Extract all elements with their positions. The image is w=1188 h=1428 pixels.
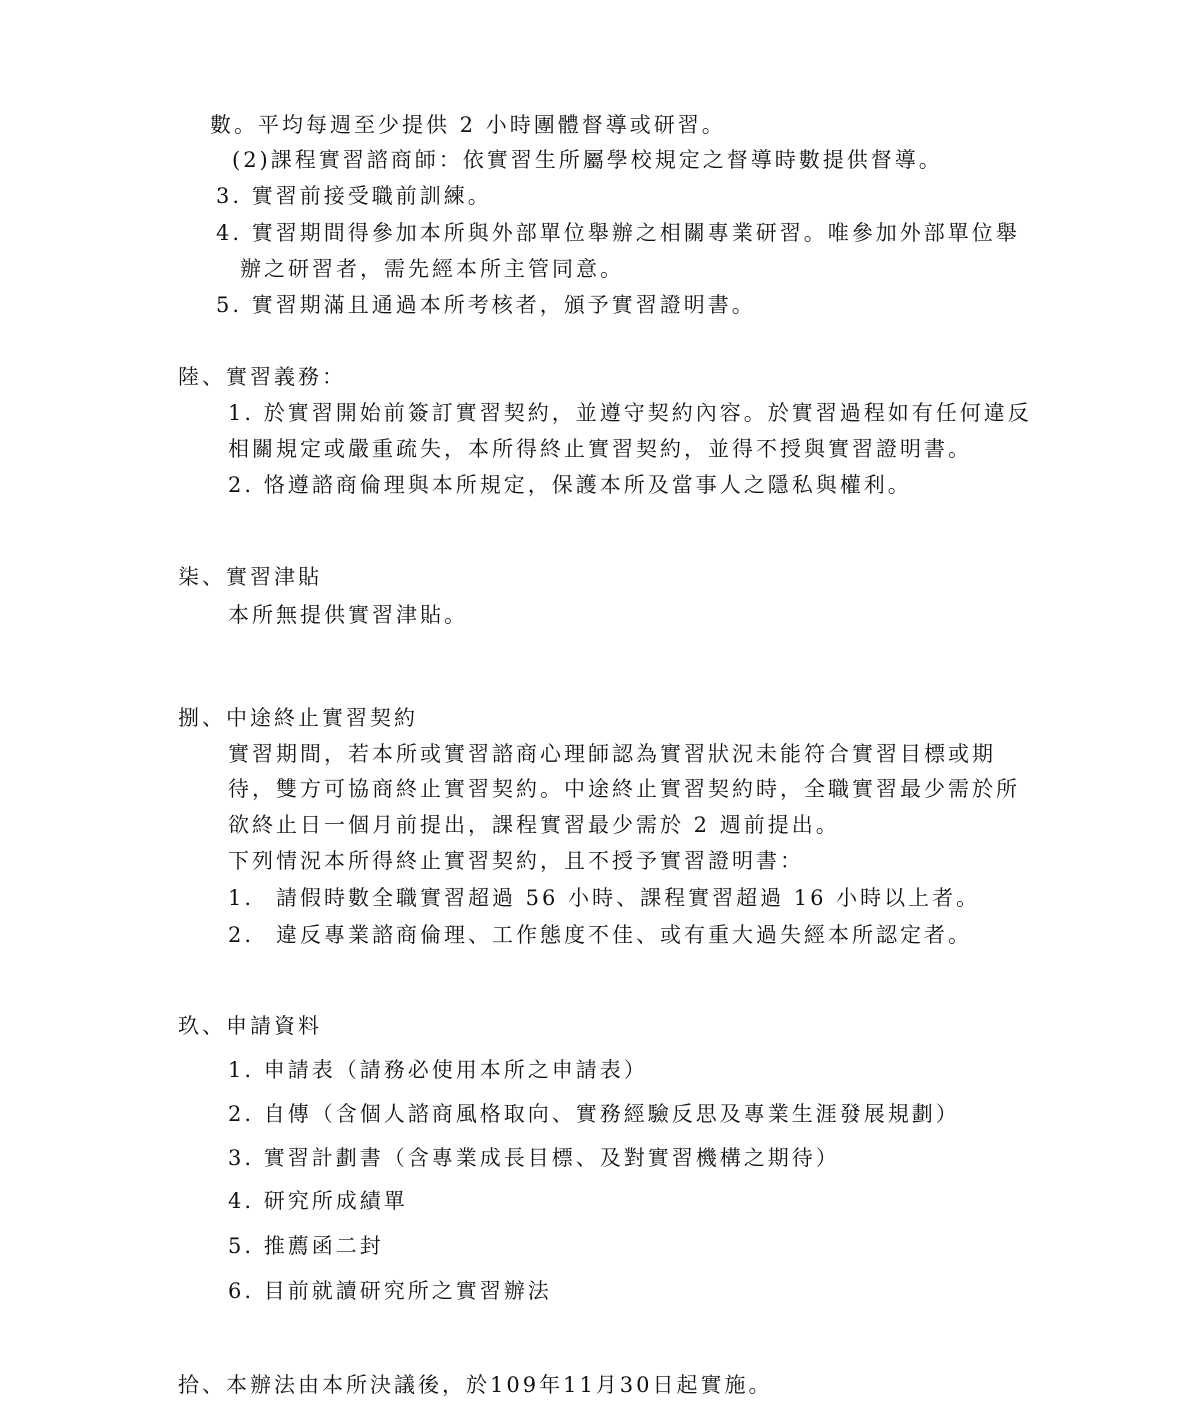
sec9-item-5: 5. 推薦函二封	[228, 1234, 384, 1258]
list-text: 違反專業諮商倫理、工作態度不佳、或有重大過失經本所認定者。	[276, 923, 972, 947]
sec8-para1-line2: 待，雙方可協商終止實習契約。中途終止實習契約時，全職實習最少需於所	[228, 777, 1020, 801]
sec8-para1-line3: 欲終止日一個月前提出，課程實習最少需於 2 週前提出。	[228, 813, 840, 837]
sec7-heading: 柒、實習津貼	[178, 565, 322, 589]
sec5-item3: 3. 實習前接受職前訓練。	[216, 184, 492, 208]
sec6-item1-line1: 1. 於實習開始前簽訂實習契約，並遵守契約內容。於實習過程如有任何違反	[228, 401, 1032, 425]
sec7-body: 本所無提供實習津貼。	[228, 603, 468, 627]
list-text: 請假時數全職實習超過 56 小時、課程實習超過 16 小時以上者。	[276, 886, 981, 910]
sec6-heading: 陸、實習義務：	[178, 365, 346, 389]
sec9-item-4: 4. 研究所成績單	[228, 1189, 408, 1213]
sec9-item-1: 1. 申請表（請務必使用本所之申請表）	[228, 1058, 648, 1082]
sec8-para1-line1: 實習期間，若本所或實習諮商心理師認為實習狀況未能符合實習目標或期	[228, 742, 996, 766]
sec6-item2: 2. 恪遵諮商倫理與本所規定，保護本所及當事人之隱私與權利。	[228, 473, 912, 497]
sec10-text: 拾、本辦法由本所決議後，於109年11月30日起實施。	[178, 1373, 773, 1397]
list-number: 2.	[228, 923, 255, 947]
sec5-item4-line2: 辦之研習者，需先經本所主管同意。	[240, 257, 624, 281]
sec9-item-6: 6. 目前就讀研究所之實習辦法	[228, 1279, 552, 1303]
sec5-line2: (2)課程實習諮商師：依實習生所屬學校規定之督導時數提供督導。	[232, 148, 943, 172]
sec8-heading: 捌、中途終止實習契約	[178, 706, 418, 730]
sec8-list-item-1	[228, 884, 980, 912]
sec9-item-3: 3. 實習計劃書（含專業成長目標、及對實習機構之期待）	[228, 1146, 840, 1170]
list-number: 1.	[228, 886, 255, 910]
sec9-heading: 玖、申請資料	[178, 1014, 322, 1038]
sec5-line1: 數。平均每週至少提供 2 小時團體督導或研習。	[210, 113, 726, 137]
sec8-para2: 下列情況本所得終止實習契約，且不授予實習證明書：	[228, 849, 804, 873]
sec8-list-item-2	[228, 921, 972, 949]
sec9-item-2: 2. 自傳（含個人諮商風格取向、實務經驗反思及專業生涯發展規劃）	[228, 1102, 960, 1126]
sec6-item1-line2: 相關規定或嚴重疏失，本所得終止實習契約，並得不授與實習證明書。	[228, 437, 972, 461]
sec5-item4-line1: 4. 實習期間得參加本所與外部單位舉辦之相關專業研習。唯參加外部單位舉	[216, 221, 1020, 245]
sec5-item5: 5. 實習期滿且通過本所考核者，頒予實習證明書。	[216, 293, 756, 317]
